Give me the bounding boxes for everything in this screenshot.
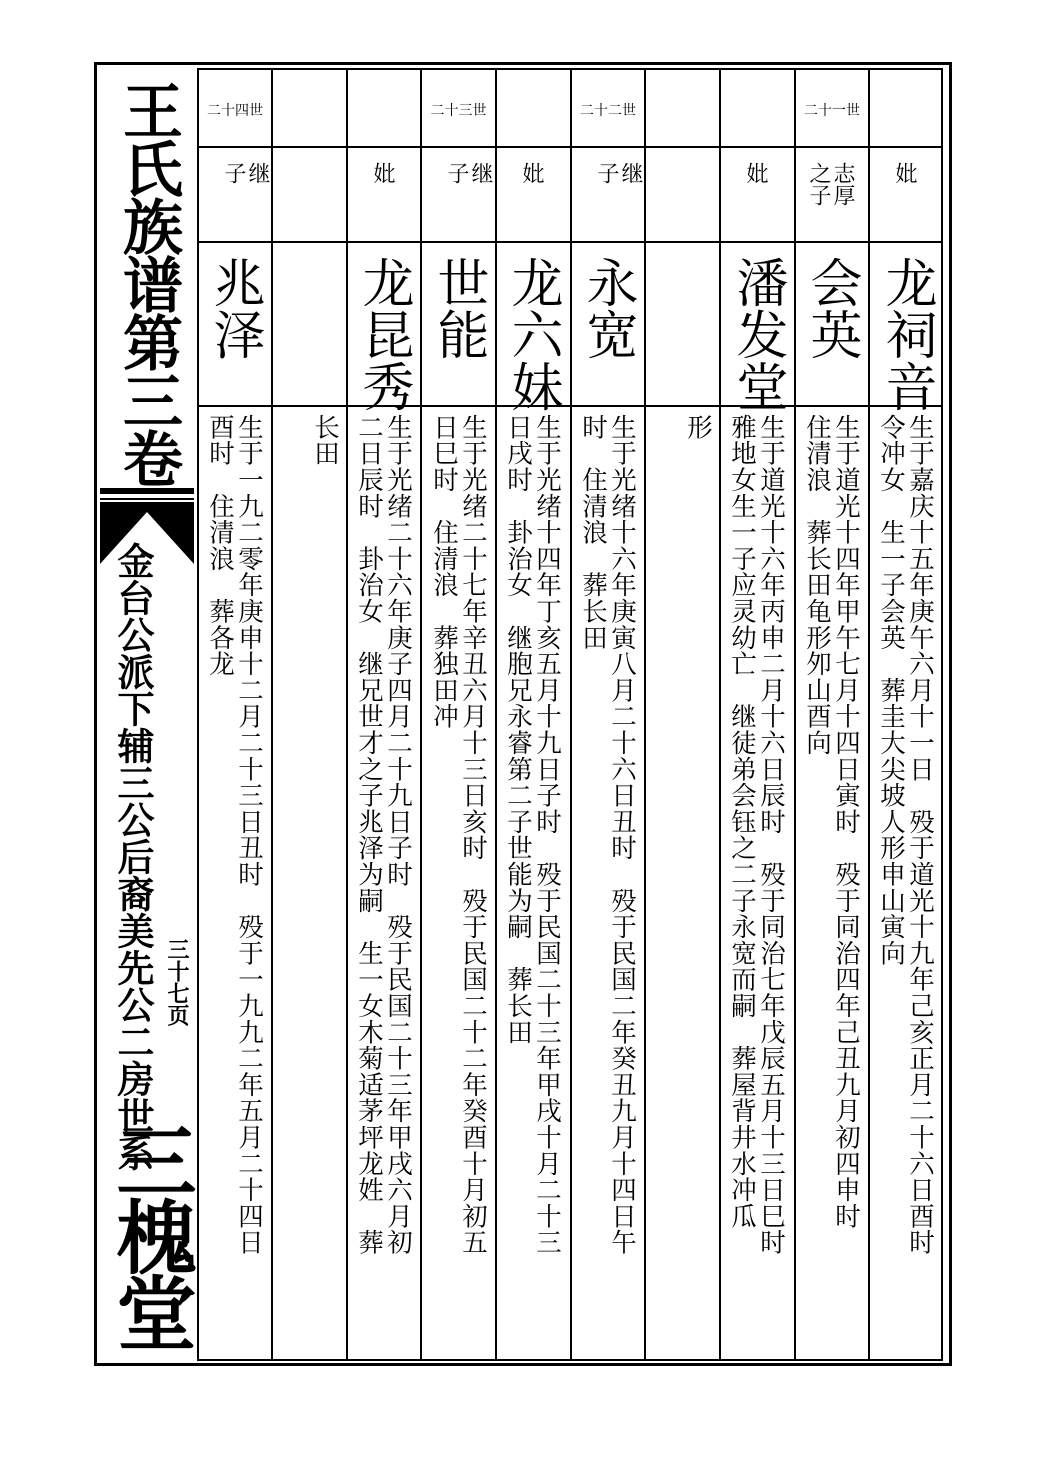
- generation-label: 二十二世: [580, 103, 636, 119]
- person-name: 龙六妹: [502, 256, 562, 412]
- biography-text: 长田: [310, 414, 340, 467]
- relation-label: 继 子: [221, 162, 270, 184]
- relation-label: 继 子: [444, 162, 493, 184]
- generation-label: [721, 90, 794, 130]
- person-name: 会英: [801, 256, 861, 360]
- biography-text: 生于光绪十六年庚寅八月二十六日丑时 殁于民国二年癸丑九月十四日午 时 住清浪 葬长田: [578, 414, 637, 1256]
- biography-text: 生于道光十四年甲午七月十四日寅时 殁于同治四年己丑九月初四申时 住清浪 葬长田龟形夘山酉向: [802, 414, 861, 1230]
- hall-name: 三槐堂: [103, 1120, 197, 1348]
- generation-label: [646, 90, 719, 130]
- column-divider: [570, 68, 572, 1361]
- person-name: 兆泽: [204, 256, 264, 360]
- relation-label: 志厚 之子: [806, 162, 855, 206]
- biography-text: 生于道光十六年丙申二月十六日辰时 殁于同治七年戊辰五月十三日巳时 雅地女生一子应灵幼亡 继徒弟会钰之二子永宽而嗣 葬屋背井水冲瓜: [727, 414, 786, 1256]
- relation-label: 妣: [743, 162, 768, 184]
- person-name: 龙祠音: [876, 256, 936, 412]
- column-divider: [719, 68, 721, 1361]
- column-divider: [271, 68, 273, 1361]
- relation-label: 妣: [519, 162, 544, 184]
- generation-label: [273, 90, 346, 130]
- biography-text: 生于光绪十四年丁亥五月十九日子时 殁于民国二十三年甲戌十月二十三 日戌时 卦治女 继胞兄永睿第二子世能为嗣 葬长田: [503, 414, 562, 1256]
- person-name: 永宽: [577, 256, 637, 360]
- generation-label: [870, 90, 943, 130]
- biography-text: 生于一九二零年庚申十二月二十三日丑时 殁于一九九二年五月二十四日 酉时 住清浪 葬各龙: [205, 414, 264, 1256]
- column-divider: [420, 68, 422, 1361]
- clan-title: 王氏族谱第三卷: [113, 80, 183, 486]
- title-divider-thick: [100, 488, 194, 494]
- person-name: 龙昆秀: [353, 256, 413, 412]
- page-number: 三十七页: [164, 938, 190, 1026]
- column-divider: [644, 68, 646, 1361]
- person-name: 世能: [428, 256, 488, 360]
- column-divider: [794, 68, 796, 1361]
- biography-text: 生于光绪二十七年辛丑六月十三日亥时 殁于民国二十二年癸酉十月初五 日巳时 住清浪 葬独田冲: [429, 414, 488, 1256]
- generation-label: 二十一世: [804, 103, 860, 119]
- biography-text: 生于光绪二十六年庚子四月二十九日子时 殁于民国二十三年甲戌六月初 二日辰时 卦治女 继兄世才之子兆泽为嗣 生一女木菊适茅坪龙姓 葬: [354, 414, 413, 1256]
- relation-label: 妣: [892, 162, 917, 184]
- title-panel: [100, 70, 197, 1364]
- biography-text: 生于嘉庆十五年庚午六月十一日 殁于道光十九年己亥正月二十六日酉时 令冲女 生一子会英 葬圭大尖坡人形申山寅向: [876, 414, 935, 1256]
- generation-label: [497, 90, 570, 130]
- title-divider-thin: [100, 498, 194, 500]
- generation-label: [348, 90, 420, 130]
- branch-title: 金台公派下辅三公后裔美先公二房世系: [111, 542, 155, 1171]
- relation-label: 妣: [370, 162, 395, 184]
- relation-label: 继 子: [594, 162, 643, 184]
- generation-label: 二十四世: [207, 103, 263, 119]
- column-divider: [868, 68, 870, 1361]
- generation-label: 二十三世: [430, 103, 487, 119]
- person-name: 潘发堂: [727, 256, 787, 412]
- biography-text: 形: [683, 414, 713, 441]
- column-divider: [346, 68, 348, 1361]
- column-divider: [495, 68, 497, 1361]
